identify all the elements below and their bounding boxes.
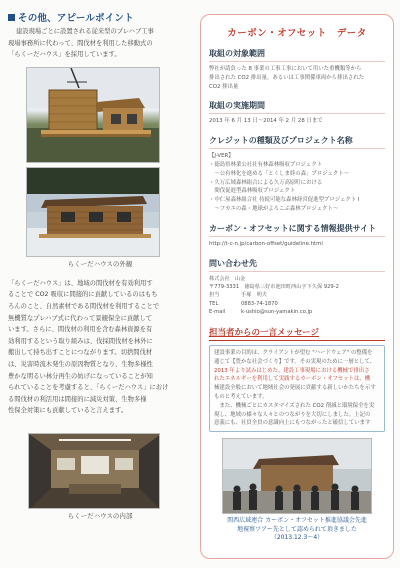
- text-line: ・中仁屋森林組合社 持続可能な森林経営促進型プロジェクト I: [209, 197, 360, 204]
- group-photo-caption: [201, 517, 393, 543]
- section-info-site: [209, 223, 385, 249]
- message-line: 通じて【豊かな社会づくり】です。その実現のために一層として、: [214, 358, 376, 365]
- section-title: その他、アピールポイント: [8, 10, 192, 24]
- body-line: られていることを考慮すると、「らくーだハウス」におけ: [8, 384, 169, 392]
- section-body: [209, 65, 385, 91]
- text-line: 排出された CO2 排出量。あるいは工事関係車両から排出された: [209, 74, 365, 81]
- text-line: 〜公有林化を進める「とくしま絆の森」プロジェクト〜: [209, 170, 350, 177]
- body-paragraph: [8, 278, 192, 417]
- body-line: 「らくーだハウス」は、地域の間伐材を有効利用す: [8, 279, 153, 287]
- left-column: [8, 10, 192, 520]
- message-box: [209, 345, 385, 432]
- message-title: 担当者からの一言メッセージ: [209, 326, 385, 341]
- caption-line: 関西広域連合 カーボン・オフセット推進協議会先進: [227, 517, 367, 525]
- contact-row: [209, 308, 385, 316]
- text-line: 間伐促進型森林吸収プロジェクト: [209, 188, 296, 195]
- group-tour-photo: [222, 438, 372, 514]
- cabin-snow-illustration: [27, 168, 160, 257]
- company-name: 株式会社 山金: [209, 275, 246, 282]
- panel-header: カーボン・オフセット データ: [227, 28, 367, 39]
- cabin-interior-illustration: [29, 434, 160, 509]
- section-body: 2013 年 6 月 13 日〜2014 年 2 月 28 日まで: [209, 118, 323, 125]
- message-body: [214, 349, 380, 428]
- section-heading: クレジットの種類及びプロジェクト名称: [209, 135, 385, 149]
- section-heading: カーボン・オフセットに関する情報提供サイト: [209, 223, 385, 237]
- contact-value: 手塚 明夫: [241, 292, 267, 299]
- intro-line: 「らくーだハウス」を採用しています。: [8, 51, 121, 59]
- body-line: 搬出して持ち出すことにつながります。切捨間伐材: [8, 349, 153, 357]
- section-contact: [209, 258, 385, 316]
- intro-line: 現場事務所に代わって、間伐材を利用した移動式の: [8, 39, 153, 47]
- body-line: います。さらに、間伐材の利用を含む森林資源を有: [8, 326, 153, 334]
- contact-value: 0883-74-1870: [241, 300, 278, 307]
- body-line: 豊かな明るい林分再生の妨げになっていることが知: [8, 372, 153, 380]
- info-site-url[interactable]: http://t-c-n.jp/carbon-offset/guideline.html: [209, 240, 323, 247]
- body-line: 性保全対策にも貢献していると言えます。: [8, 407, 128, 415]
- contact-row: [209, 291, 385, 299]
- square-bullet-icon: [8, 14, 15, 21]
- contact-key: TEL: [209, 300, 219, 307]
- text-line: ・徳島県林業公社社有林森林吸収プロジェクト: [209, 161, 323, 168]
- body-line: は、災害時流木発生の原因物質となり、生物多様性: [8, 360, 153, 368]
- body-line: ろんのこと、自然素材である間伐材を利用することで: [8, 302, 160, 310]
- cabin-interior-photo: [28, 433, 160, 509]
- company-address: 〒779-3331 徳島県三好市池田町西山字下久保 929-2: [209, 283, 339, 290]
- group-tour-illustration: [223, 439, 372, 514]
- body-line: る間伐材の利活用は間接的に減災対策、生物多様: [8, 395, 147, 403]
- section-heading: 取組の実施期間: [209, 100, 385, 114]
- text-line: 弊社が請負った 8 事業の工事工事において用いた重機類等から: [209, 66, 362, 72]
- body-line: 無機質なプレハブ式に代わって景観保全に貢献して: [8, 314, 153, 322]
- cabin-exterior-photo-top: [26, 67, 160, 163]
- text-line: 〜フカエの森・地球がよろこぶ森林プロジェクト〜: [209, 205, 339, 212]
- cabin-exterior-illustration: [27, 68, 160, 163]
- caption-line: 地視察ツアー先として認められて頂きました: [237, 525, 357, 533]
- intro-line: 建設現場ごとに設置される従来型のプレハブ工事: [16, 28, 154, 35]
- contact-key: 担当: [209, 292, 220, 299]
- contact-row: [209, 300, 385, 308]
- message-line: また、機械ごとにカスタマイズされた CO2 削減と環境保全を実: [214, 402, 375, 409]
- section-heading: 問い合わせ先: [209, 258, 385, 272]
- caption-line: （2013.12.3〜4）: [270, 534, 324, 542]
- message-line: 2013 年より試みはじめた、建設工事現場における機械で排出さ: [214, 367, 370, 374]
- message-line: 建設事業の目的は、クライアントが望む "ハードウェア" の整備を: [214, 349, 373, 356]
- contact-email[interactable]: k-ushio@sun-yamakin.co.jp: [241, 308, 313, 315]
- text-line: CO2 排出量: [209, 83, 239, 90]
- text-line: 【J-VER】: [209, 153, 234, 160]
- section-body: [209, 152, 385, 214]
- section-scope: [209, 48, 385, 91]
- intro-paragraph: [8, 26, 192, 61]
- message-line: ものと考えています。: [214, 393, 268, 400]
- text-line: ・久万広域森林組合による久万高原町における: [209, 179, 323, 186]
- message-line: 現し、地域の様々な人々とのつながりを大切にしました。上記の: [214, 411, 371, 418]
- cabin-exterior-photo-bottom: [26, 167, 160, 257]
- message-line: 意義にも、社員全員の意識向上にもつながったと確信しています: [214, 420, 371, 427]
- carbon-offset-data-panel: [200, 14, 394, 559]
- contact-key: E-mail: [209, 308, 226, 315]
- message-line: れたエネルギーを利用して実践するカーボン・オフセットは、機: [214, 376, 371, 383]
- section-heading: 取組の対象範囲: [209, 48, 385, 62]
- photo-caption-exterior: らくーだハウスの外観: [67, 259, 133, 268]
- section-credits: [209, 135, 385, 214]
- body-line: 効利用するという取り組みは、伐採間伐材を林外に: [8, 337, 153, 345]
- photo-caption-interior: らくーだハウスの内部: [67, 511, 133, 520]
- section-period: [209, 100, 385, 126]
- body-line: ることで CO2 吸収に間接的に貢献しているのはもち: [8, 291, 158, 299]
- message-line: 械建設全般において地域社会の発展に貢献する新しいかたちを示す: [214, 385, 376, 392]
